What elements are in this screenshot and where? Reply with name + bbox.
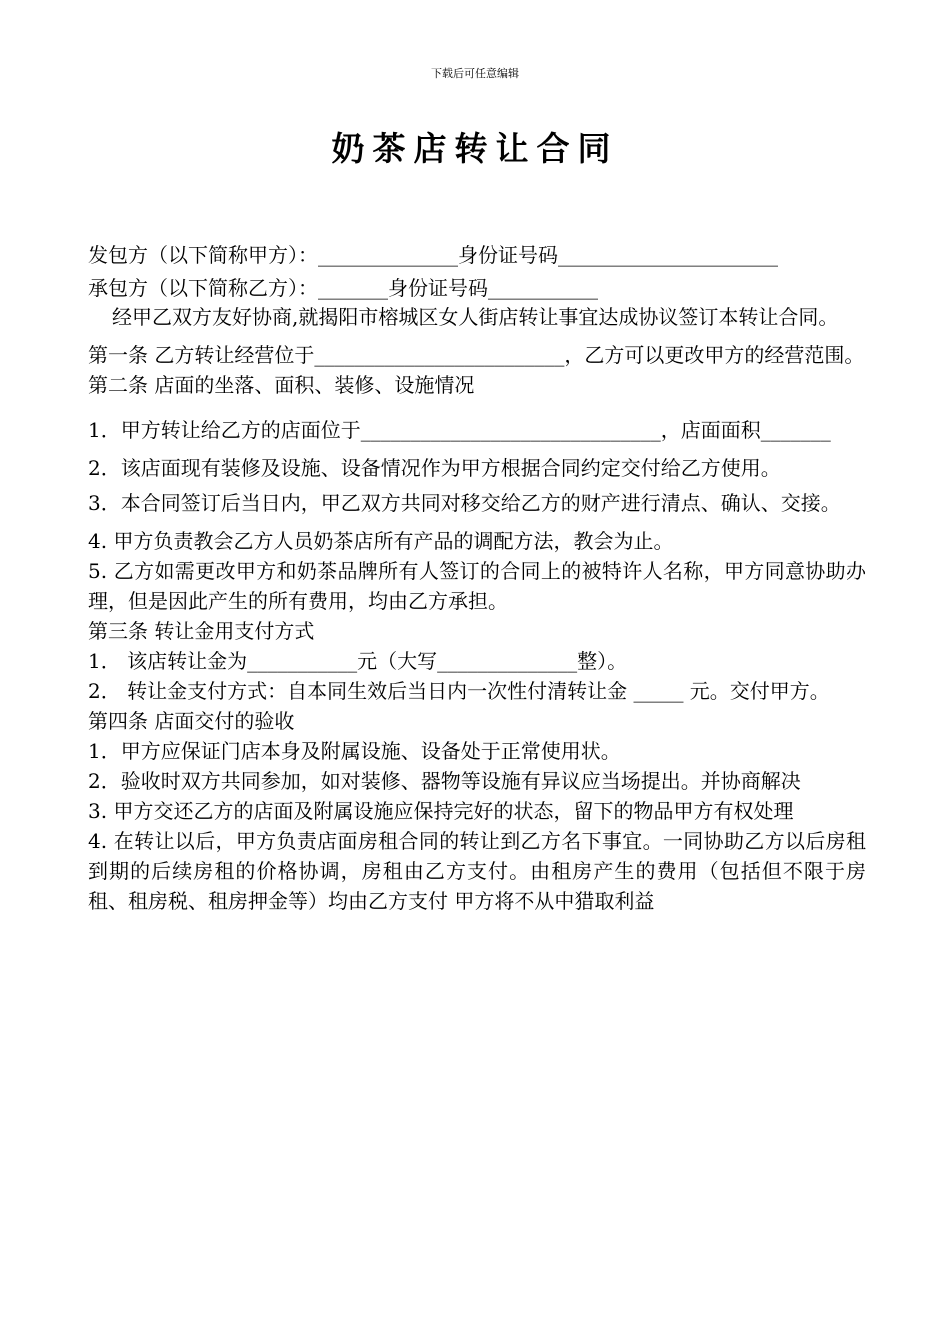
paragraph-article-2-item-2: 2．该店面现有装修及设施、设备情况作为甲方根据合同约定交付给乙方使用。 bbox=[88, 456, 781, 480]
paragraph-article-3-heading: 第三条 转让金用支付方式 bbox=[88, 619, 315, 643]
paragraph-article-2-heading: 第二条 店面的坐落、面积、装修、设施情况 bbox=[88, 373, 475, 397]
paragraph-article-4-item-2: 2．验收时双方共同参加，如对装修、器物等设施有异议应当场提出。并协商解决 bbox=[88, 769, 801, 793]
paragraph-article-4-item-1: 1．甲方应保证门店本身及附属设施、设备处于正常使用状。 bbox=[88, 739, 621, 763]
page-title: 奶茶店转让合同 bbox=[331, 129, 619, 168]
paragraph-article-2-item-1: 1．甲方转让给乙方的店面位于______________________________，店面面积_______ bbox=[88, 418, 831, 442]
header-note: 下载后可任意编辑 bbox=[431, 67, 519, 80]
paragraph-intro: 经甲乙双方友好协商,就揭阳市榕城区女人街店转让事宜达成协议签订本转让合同。 bbox=[112, 305, 839, 329]
paragraph-article-3-item-1: 1． 该店转让金为___________元（大写______________整）。 bbox=[88, 649, 628, 673]
paragraph-party-b: 承包方（以下简称乙方）：_______身份证号码___________ bbox=[88, 276, 598, 300]
contract-body bbox=[88, 240, 866, 916]
paragraph-article-2-item-5: 5. 乙方如需更改甲方和奶茶品牌所有人签订的合同上的被特许人名称，甲方同意协助办理，但是因此产生的所有费用，均由乙方承担。 bbox=[88, 559, 866, 613]
paragraph-article-4-heading: 第四条 店面交付的验收 bbox=[88, 709, 295, 733]
paragraph-party-a: 发包方（以下简称甲方）：______________身份证号码______________________ bbox=[88, 243, 778, 267]
paragraph-article-4-item-3: 3. 甲方交还乙方的店面及附属设施应保持完好的状态，留下的物品甲方有权处理 bbox=[88, 799, 794, 823]
paragraph-article-2-item-4: 4. 甲方负责教会乙方人员奶茶店所有产品的调配方法，教会为止。 bbox=[88, 529, 674, 553]
paragraph-article-2-item-3: 3．本合同签订后当日内，甲乙双方共同对移交给乙方的财产进行清点、确认、交接。 bbox=[88, 491, 841, 515]
paragraph-article-3-item-2: 2． 转让金支付方式：自本同生效后当日内一次性付清转让金 _____ 元。交付甲方。 bbox=[88, 679, 830, 703]
paragraph-article-4-item-4: 4. 在转让以后，甲方负责店面房租合同的转让到乙方名下事宜。一同协助乙方以后房租到期的后续房租的价格协调，房租由乙方支付。由租房产生的费用（包括但不限于房租、租房税、租房押金等）均由乙方支付 甲方将不从中猎取利益 bbox=[88, 829, 866, 913]
paragraph-article-1: 第一条 乙方转让经营位于_________________________，乙方可以更改甲方的经营范围。 bbox=[88, 343, 865, 367]
